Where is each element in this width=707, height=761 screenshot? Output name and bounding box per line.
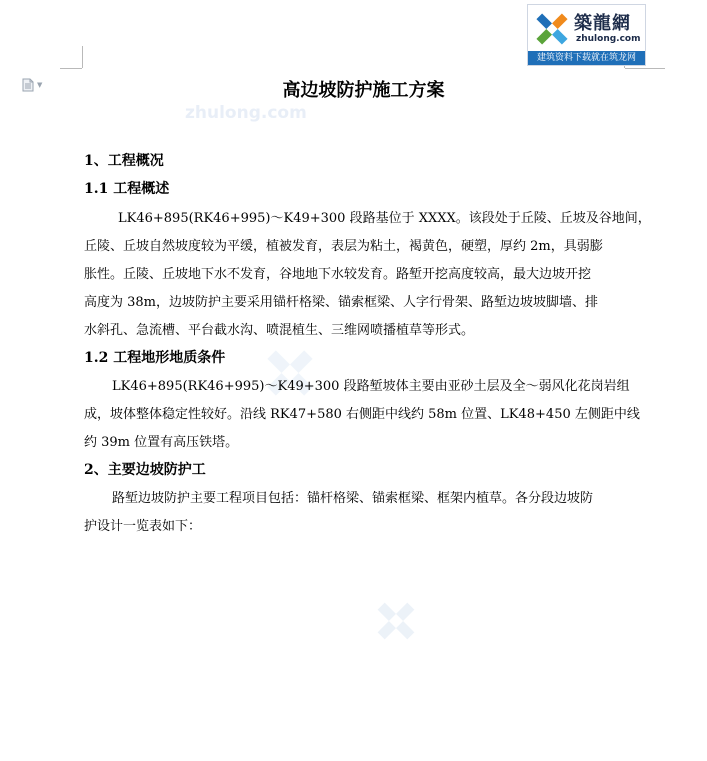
section-heading-1: 1、工程概况 (84, 153, 164, 169)
watermark-text: zhulong.com (185, 103, 307, 123)
watermark-snowflake-icon (373, 598, 419, 644)
crop-mark-top-right (625, 68, 665, 69)
section-heading-1-1: 1.1 工程概述 (84, 181, 170, 197)
paragraph-line: 护设计一览表如下： (84, 519, 202, 534)
snowflake-logo-icon (532, 9, 572, 49)
paragraph-line: 成，坡体整体稳定性较好。沿线 RK47+580 右侧距中线约 58m 位置、LK48+450 左侧距中线 (84, 407, 640, 422)
paragraph-line: 约 39m 位置有高压铁塔。 (84, 435, 239, 450)
paragraph-line: LK46+895(RK46+995)～K49+300 段路堑坡体主要由亚砂土层及全～弱风化花岗岩组 (112, 379, 630, 394)
crop-mark-top-left (82, 46, 83, 68)
paragraph-line: 高度为 38m，边坡防护主要采用锚杆格梁、锚索框梁、人字行骨架、路堑边坡坡脚墙、排 (84, 295, 599, 310)
paragraph-line: 胀性。丘陵、丘坡地下水不发育，谷地地下水较发育。路堑开挖高度较高，最大边坡开挖 (84, 267, 592, 282)
logo-slogan: 建筑资料下载就在筑龙网 (528, 51, 645, 65)
section-heading-2: 2、主要边坡防护工 (84, 462, 206, 478)
chevron-down-icon: ▼ (37, 81, 43, 89)
document-title: 高边坡防护施工方案 (282, 80, 445, 101)
paragraph-line: 水斜孔、急流槽、平台截水沟、喷混植生、三维网喷播植草等形式。 (84, 323, 475, 338)
paragraph-line: 路堑边坡防护主要工程项目包括：锚杆格梁、锚索框梁、框架内植草。各分段边坡防 (112, 491, 594, 506)
paragraph-line: LK46+895(RK46+995)～K49+300 段路基位于 XXXX。该段处于丘陵、丘坡及谷地间， (118, 211, 651, 226)
section-heading-1-2: 1.2 工程地形地质条件 (84, 350, 226, 366)
zhulong-logo (527, 4, 646, 66)
logo-name: 築龍網 (574, 13, 631, 34)
crop-mark-top-left (60, 68, 82, 69)
paragraph-line: 丘陵、丘坡自然坡度较为平缓，植被发育，表层为粘土，褐黄色，硬塑，厚约 2m，具弱膨 (84, 239, 603, 254)
logo-domain: zhulong.com (576, 34, 641, 44)
